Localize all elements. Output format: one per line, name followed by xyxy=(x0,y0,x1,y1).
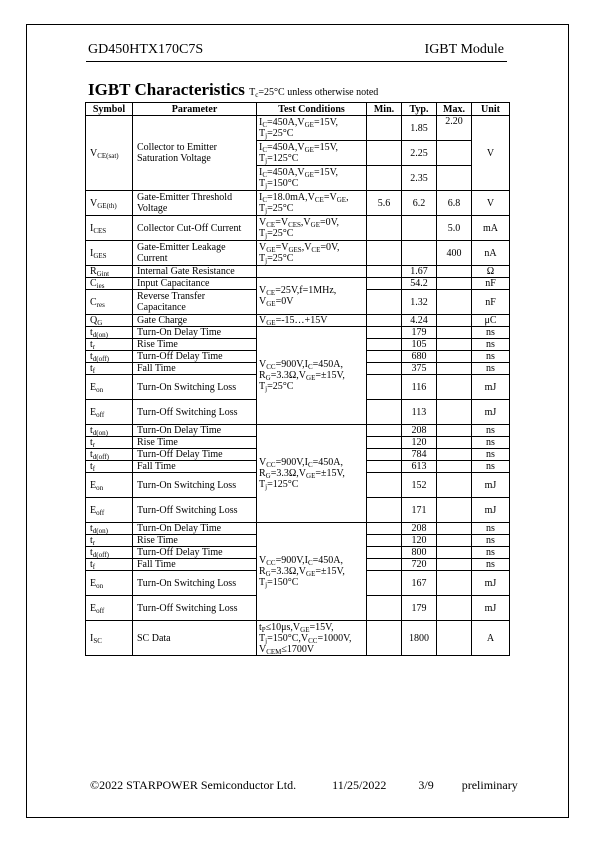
igbt-characteristics-table xyxy=(85,102,510,656)
typ-vcesat-125: 2.25 xyxy=(402,141,437,166)
section-title xyxy=(88,80,378,100)
param-iges: Gate-Emitter Leakage Current xyxy=(133,241,257,266)
header-divider xyxy=(86,61,507,62)
switching-125: $t_{d(on)}$ Turn-On Delay Time $V_{CC}=900V,I_C=450A$, $R_G=3.3\Omega,V_{GE}=\pm 15V$, $T_j=125^\circ C$ 208 ns $t_r$ Rise Time 120 ns $t_{d(off)}$ Turn-Off Delay Time 784 ns $t_f$ Fall Time 613 ns $E_{on}$ Turn-On Switching Loss 152 mJ $E_{off}$ Turn-Off Switching Loss 171 mJ xyxy=(86,425,510,523)
col-parameter: Parameter xyxy=(133,103,257,116)
table-row xyxy=(86,621,510,656)
col-min: Min. xyxy=(367,103,402,116)
table-row xyxy=(86,241,510,266)
footer-status: preliminary xyxy=(461,778,518,792)
symbol-ices: $I_{CES}$ xyxy=(86,216,133,241)
cond-vcesat-25: $I_C=450A,V_{GE}=15V$, $T_j=25^\circ C$ xyxy=(257,116,367,141)
col-unit: Unit xyxy=(472,103,510,116)
symbol-qg: $Q_G$ xyxy=(86,315,133,327)
table-row xyxy=(86,116,510,141)
param-vgeth: Gate-Emitter Threshold Voltage xyxy=(133,191,257,216)
typ-cies: 54.2 xyxy=(402,278,437,290)
footer xyxy=(90,778,518,793)
table-header-row xyxy=(86,103,510,116)
symbol-vcesat: $V_{CE(sat)}$ xyxy=(86,116,133,191)
max-ices: 5.0 xyxy=(437,216,472,241)
typ-vcesat-25: 1.85 xyxy=(402,116,437,141)
param-qg: Gate Charge xyxy=(133,315,257,327)
max-vcesat-25: 2.20 xyxy=(437,116,472,141)
symbol-cies: $C_{ies}$ xyxy=(86,278,133,290)
switching-150: $t_{d(on)}$ Turn-On Delay Time $V_{CC}=900V,I_C=450A$, $R_G=3.3\Omega,V_{GE}=\pm 15V$, $T_j=150^\circ C$ 208 ns $t_r$ Rise Time 120 ns $t_{d(off)}$ Turn-Off Delay Time 800 ns $t_f$ Fall Time 720 ns $E_{on}$ Turn-On Switching Loss 167 mJ $E_{off}$ Turn-Off Switching Loss 179 mJ xyxy=(86,523,510,621)
section-condition: $T_c=25^\circ C$ unless otherwise noted xyxy=(249,87,379,99)
unit-iges: nA xyxy=(472,241,510,266)
footer-page: 3/9 xyxy=(418,778,434,792)
unit-isc: A xyxy=(472,621,510,656)
footer-date: 11/25/2022 xyxy=(332,778,387,792)
col-max: Max. xyxy=(437,103,472,116)
col-symbol: Symbol xyxy=(86,103,133,116)
cond-sw-25: $V_{CC}=900V,I_C=450A$, $R_G=3.3\Omega,V_{GE}=\pm 15V$, $T_j=25^\circ C$ xyxy=(257,327,367,425)
param-vcesat: Collector to Emitter Saturation Voltage xyxy=(133,116,257,191)
symbol-iges: $I_{GES}$ xyxy=(86,241,133,266)
typ-vcesat-150: 2.35 xyxy=(402,166,437,191)
part-number: GD450HTX170C7S xyxy=(88,42,204,57)
unit-cres: nF xyxy=(472,290,510,315)
table-row xyxy=(86,191,510,216)
param-cres: Reverse Transfer Capacitance xyxy=(133,290,257,315)
cond-sw-150: $V_{CC}=900V,I_C=450A$, $R_G=3.3\Omega,V_{GE}=\pm 15V$, $T_j=150^\circ C$ xyxy=(257,523,367,621)
cond-vcesat-125: $I_C=450A,V_{GE}=15V$, $T_j=125^\circ C$ xyxy=(257,141,367,166)
unit-qg: μC xyxy=(472,315,510,327)
symbol-cres: $C_{res}$ xyxy=(86,290,133,315)
col-typ: Typ. xyxy=(402,103,437,116)
max-vgeth: 6.8 xyxy=(437,191,472,216)
cond-iges: $V_{GE}=V_{GES},V_{CE}=0V$, $T_j=25^\circ C$ xyxy=(257,241,367,266)
footer-copyright: ©2022 STARPOWER Semiconductor Ltd. xyxy=(90,778,297,792)
typ-vgeth: 6.2 xyxy=(402,191,437,216)
max-iges: 400 xyxy=(437,241,472,266)
param-isc: SC Data xyxy=(133,621,257,656)
cond-ices: $V_{CE}=V_{CES},V_{GE}=0V$, $T_j=25^\circ C$ xyxy=(257,216,367,241)
cond-capacitance: $V_{CE}=25V,f=1MHz$, $V_{GE}=0V$ xyxy=(257,278,367,315)
unit-vcesat: V xyxy=(472,116,510,191)
typ-isc: 1800 xyxy=(402,621,437,656)
module-type: IGBT Module xyxy=(424,42,504,57)
param-cies: Input Capacitance xyxy=(133,278,257,290)
col-test-conditions: Test Conditions xyxy=(257,103,367,116)
unit-cies: nF xyxy=(472,278,510,290)
typ-rgint: 1.67 xyxy=(402,266,437,278)
cond-vgeth: $I_C=18.0mA,V_{CE}=V_{GE}$, $T_j=25^\circ C$ xyxy=(257,191,367,216)
symbol-vgeth: $V_{GE(th)}$ xyxy=(86,191,133,216)
switching-25: $t_{d(on)}$ Turn-On Delay Time $V_{CC}=900V,I_C=450A$, $R_G=3.3\Omega,V_{GE}=\pm 15V$, $T_j=25^\circ C$ 179 ns $t_r$ Rise Time 105 ns $t_{d(off)}$ Turn-Off Delay Time 680 ns $t_f$ Fall Time 375 ns $E_{on}$ Turn-On Switching Loss 116 mJ $E_{off}$ Turn-Off Switching Loss 113 mJ xyxy=(86,327,510,425)
cond-vcesat-150: $I_C=450A,V_{GE}=15V$, $T_j=150^\circ C$ xyxy=(257,166,367,191)
min-vgeth: 5.6 xyxy=(367,191,402,216)
table-row xyxy=(86,315,510,327)
typ-cres: 1.32 xyxy=(402,290,437,315)
section-title-text: IGBT Characteristics xyxy=(88,80,245,99)
table-row xyxy=(86,278,510,290)
param-rgint: Internal Gate Resistance xyxy=(133,266,257,278)
table-row xyxy=(86,216,510,241)
cond-sw-125: $V_{CC}=900V,I_C=450A$, $R_G=3.3\Omega,V_{GE}=\pm 15V$, $T_j=125^\circ C$ xyxy=(257,425,367,523)
table-row xyxy=(86,266,510,278)
unit-rgint: Ω xyxy=(472,266,510,278)
typ-qg: 4.24 xyxy=(402,315,437,327)
symbol-isc: $I_{SC}$ xyxy=(86,621,133,656)
symbol-rgint: $R_{Gint}$ xyxy=(86,266,133,278)
param-ices: Collector Cut-Off Current xyxy=(133,216,257,241)
cond-isc: $t_P\le 10\mu s,V_{GE}=15V$, $T_j=150^\circ C,V_{CC}=1000V$, $V_{CEM}\le 1700V$ xyxy=(257,621,367,656)
unit-vgeth: V xyxy=(472,191,510,216)
unit-ices: mA xyxy=(472,216,510,241)
cond-qg: $V_{GE}=-15\dots+15V$ xyxy=(257,315,367,327)
